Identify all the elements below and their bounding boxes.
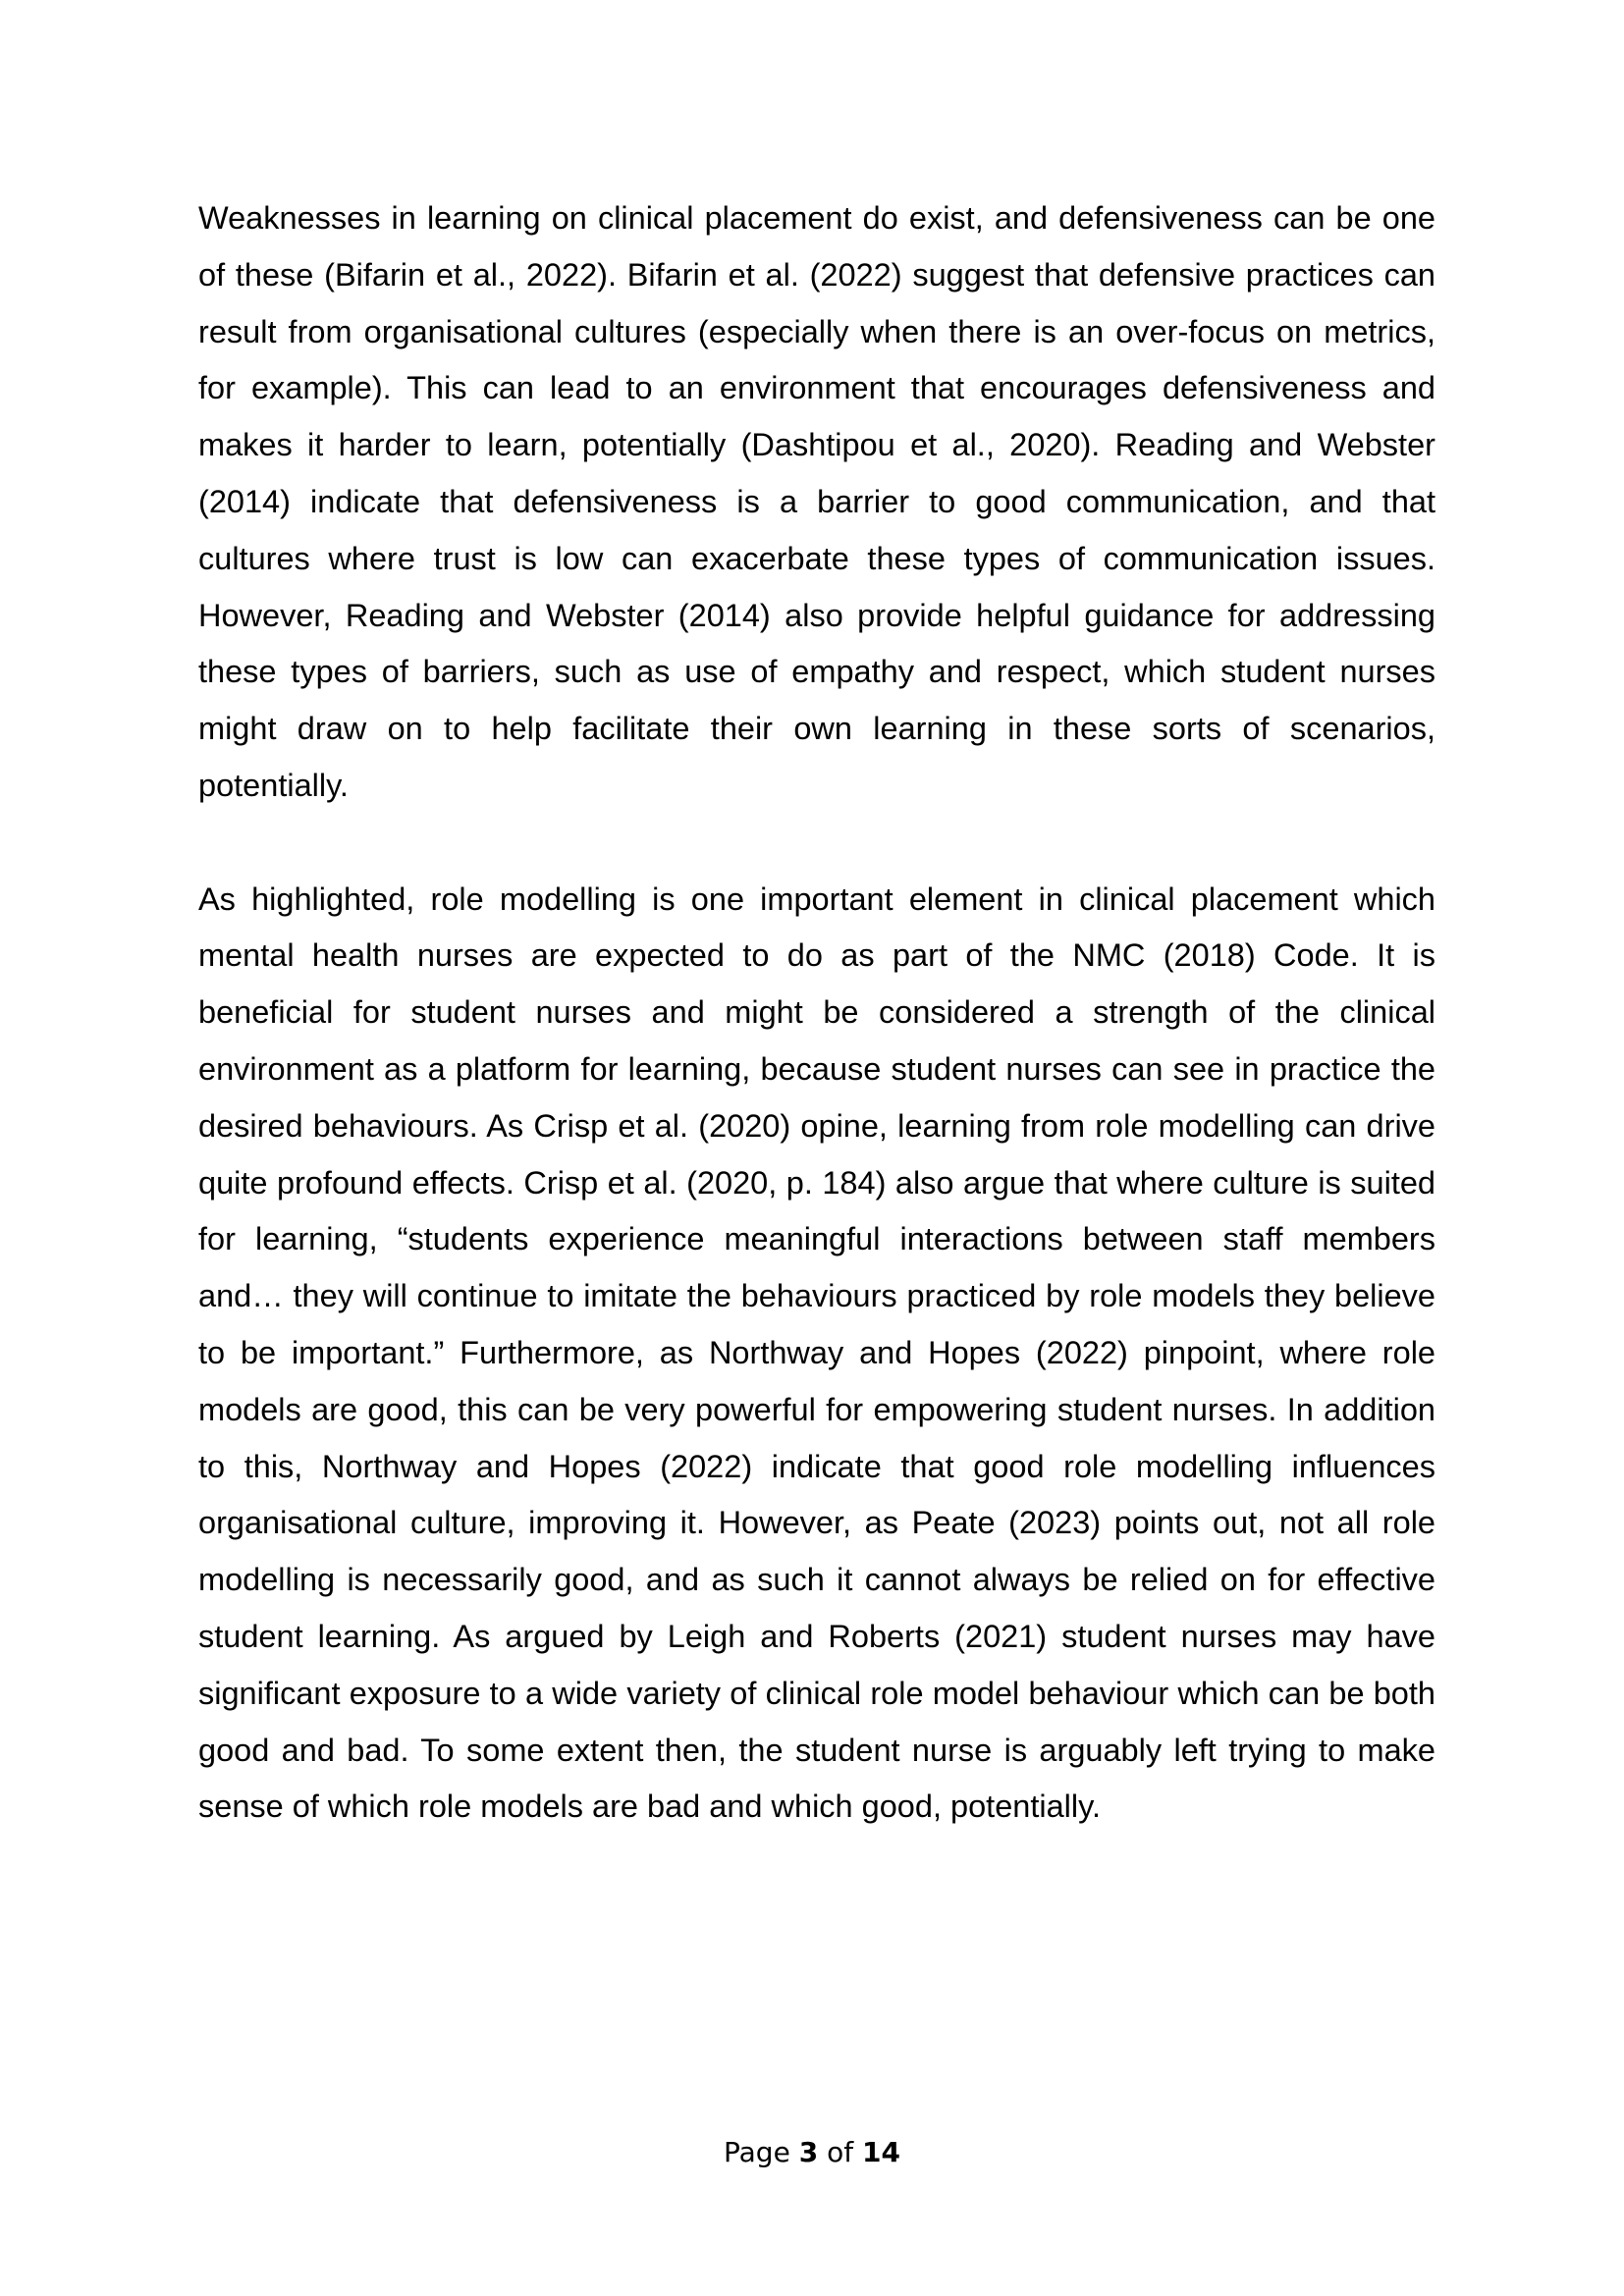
of-word: of	[827, 2136, 854, 2168]
paragraph-defensiveness: Weaknesses in learning on clinical placement do exist, and defensiveness can be one of these (Bifarin et al., 2022). Bifarin et al. (2022) suggest that defensive practices can result from organisational cultures (especially when there is an over-focus on metrics, for example). This can lead to an environment that encourages defensiveness and makes it harder to learn, potentially (Dashtipou et al., 2020). Reading and Webster (2014) indicate that defensiveness is a barrier to good communication, and that cultures where trust is low can exacerbate these types of communication issues. However, Reading and Webster (2014) also provide helpful guidance for addressing these types of barriers, such as use of empathy and respect, which student nurses might draw on to help facilitate their own learning in these sorts of scenarios, potentially.	[198, 200, 1435, 803]
paragraph-role-modelling: As highlighted, role modelling is one important element in clinical placement which mental health nurses are expected to do as part of the NMC (2018) Code. It is beneficial for student nurses and might be considered a strength of the clinical environment as a platform for learning, because student nurses can see in practice the desired behaviours. As Crisp et al. (2020) opine, learning from role modelling can drive quite profound effects. Crisp et al. (2020, p. 184) also argue that where culture is suited for learning, “students experience meaningful interactions between staff members and… they will continue to imitate the behaviours practiced by role models they believe to be important.” Furthermore, as Northway and Hopes (2022) pinpoint, where role models are good, this can be very powerful for empowering student nurses. In addition to this, Northway and Hopes (2022) indicate that good role modelling influences organisational culture, improving it. However, as Peate (2023) points out, not all role modelling is necessarily good, and as such it cannot always be relied on for effective student learning. As argued by Leigh and Roberts (2021) student nurses may have significant exposure to a wide variety of clinical role model behaviour which can be both good and bad. To some extent then, the student nurse is arguably left trying to make sense of which role models are bad and which good, potentially.	[198, 881, 1435, 1825]
current-page-number: 3	[798, 2136, 819, 2168]
page-word: Page	[724, 2136, 790, 2168]
total-pages-number: 14	[862, 2136, 900, 2168]
page-footer	[0, 2133, 1624, 2172]
body-text	[198, 190, 1435, 1836]
